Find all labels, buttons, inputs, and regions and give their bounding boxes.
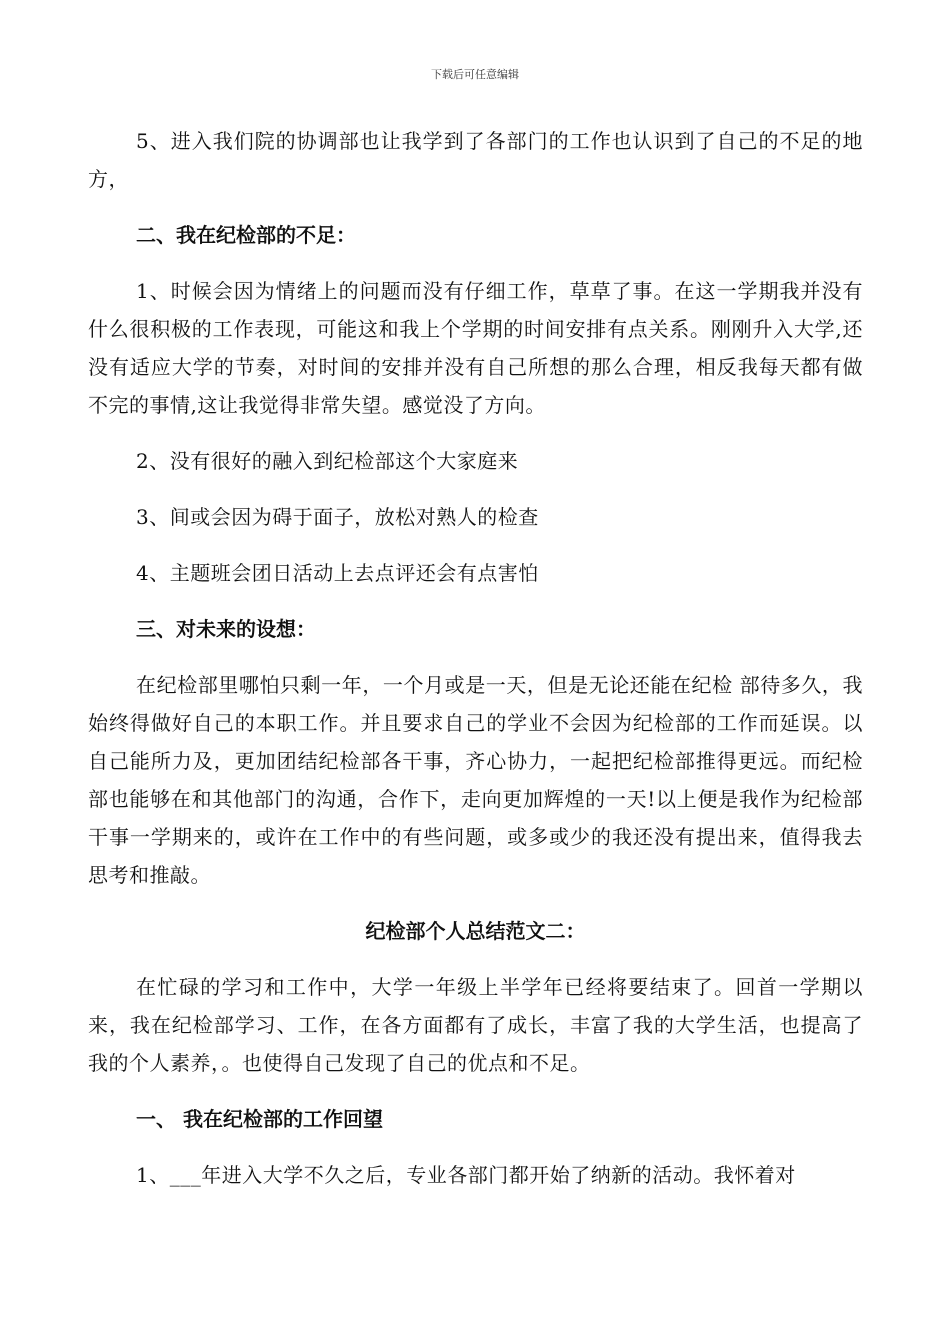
paragraph-shortcoming-4: 4、主题班会团日活动上去点评还会有点害怕 bbox=[136, 561, 539, 585]
paragraph-future-plan: 在纪检部里哪怕只剩一年，一个月或是一天，但是无论还能在纪检 部待多久，我始终得做好自己的本职工作。并且要求自己的学业不会因为纪检部的工作而延误。以自己能所力及，更加团结纪检部各干事，齐心协力，一起把纪检部推得更远。而纪检部也能够在和其他部门的沟通，合作下，走向更加辉煌的一天!以上便是我作为纪检部干事一学期来的，或许在工作中的有些问题，或多或少的我还没有提出来，值得我去思考和推敲。 bbox=[88, 673, 863, 887]
paragraph-intro-two: 在忙碌的学习和工作中，大学一年级上半学年已经将要结束了。回首一学期以来，我在纪检部学习、工作，在各方面都有了成长，丰富了我的大学生活，也提高了我的个人素养，。也使得自己发现了自己的优点和不足。 bbox=[88, 975, 863, 1075]
document-title-two: 纪检部个人总结范文二： bbox=[365, 919, 586, 943]
section-heading-shortcomings: 二、我在纪检部的不足： bbox=[136, 223, 356, 247]
paragraph-shortcoming-3: 3、间或会因为碍于面子，放松对熟人的检查 bbox=[136, 505, 539, 529]
paragraph-shortcoming-2: 2、没有很好的融入到纪检部这个大家庭来 bbox=[136, 449, 519, 473]
page-header-note: 下载后可任意编辑 bbox=[431, 68, 519, 81]
section-heading-future: 三、对未来的设想： bbox=[136, 617, 316, 641]
paragraph-shortcoming-1: 1、时候会因为情绪上的问题而没有仔细工作，草草了事。在这一学期我并没有什么很积极的工作表现，可能这和我上个学期的时间安排有点关系。刚刚升入大学,还没有适应大学的节奏，对时间的安排并没有自己所想的那么合理，相反我每天都有做不完的事情,这让我觉得非常失望。感觉没了方向。 bbox=[88, 279, 863, 417]
document-body bbox=[88, 122, 863, 1212]
paragraph-item-5: 5、进入我们院的协调部也让我学到了各部门的工作也认识到了自己的不足的地方， bbox=[88, 129, 863, 191]
section-heading-review: 一、 我在纪检部的工作回望 bbox=[136, 1107, 383, 1131]
paragraph-review-1: 1、___年进入大学不久之后，专业各部门都开始了纳新的活动。我怀着对 bbox=[136, 1163, 796, 1187]
